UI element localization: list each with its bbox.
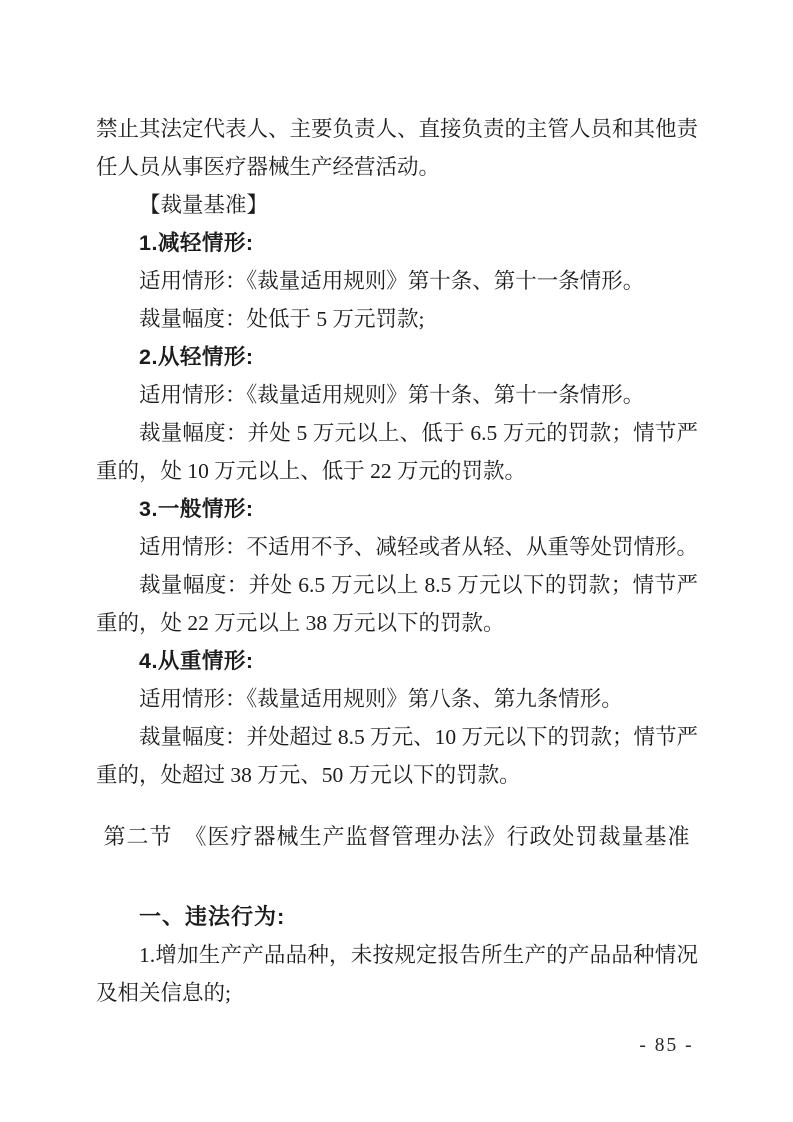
body-paragraph: 1.增加生产产品品种，未按规定报告所生产的产品品种情况及相关信息的; — [96, 943, 698, 1005]
item-heading-mitigated: 1.减轻情形: — [139, 231, 254, 255]
body-paragraph: 适用情形：不适用不予、减轻或者从轻、从重等处罚情形。 — [139, 535, 699, 559]
body-paragraph: 裁量幅度：处低于 5 万元罚款; — [139, 307, 425, 331]
item-heading-general: 3.一般情形: — [139, 497, 254, 521]
body-paragraph: 禁止其法定代表人、主要负责人、直接负责的主管人员和其他责任人员从事医疗器械生产经营活动。 — [96, 117, 699, 179]
body-paragraph: 适用情形：《裁量适用规则》第十条、第十一条情形。 — [139, 383, 645, 407]
body-paragraph: 适用情形：《裁量适用规则》第十条、第十一条情形。 — [139, 269, 645, 293]
page-number: - 85 - — [639, 1035, 694, 1056]
document-body — [96, 110, 698, 1012]
body-paragraph: 裁量幅度：并处 6.5 万元以上 8.5 万元以下的罚款；情节严重的，处 22 万元以上 38 万元以下的罚款。 — [96, 573, 698, 635]
subsection-heading-illegal-acts: 一、违法行为: — [139, 904, 286, 929]
item-heading-lenient: 2.从轻情形: — [139, 345, 254, 369]
body-paragraph: 裁量幅度：并处超过 8.5 万元、10 万元以下的罚款；情节严重的，处超过 38 万元、50 万元以下的罚款。 — [96, 725, 699, 787]
body-paragraph: 适用情形：《裁量适用规则》第八条、第九条情形。 — [139, 687, 623, 711]
section-heading: 第二节 《医疗器械生产监督管理办法》行政处罚裁量基准 — [103, 824, 691, 849]
item-heading-aggravated: 4.从重情形: — [139, 649, 254, 673]
body-paragraph: 裁量幅度：并处 5 万元以上、低于 6.5 万元的罚款；情节严重的，处 10 万元以上、低于 22 万元的罚款。 — [96, 421, 698, 483]
bracket-heading-discretion-basis: 【裁量基准】 — [139, 193, 269, 217]
